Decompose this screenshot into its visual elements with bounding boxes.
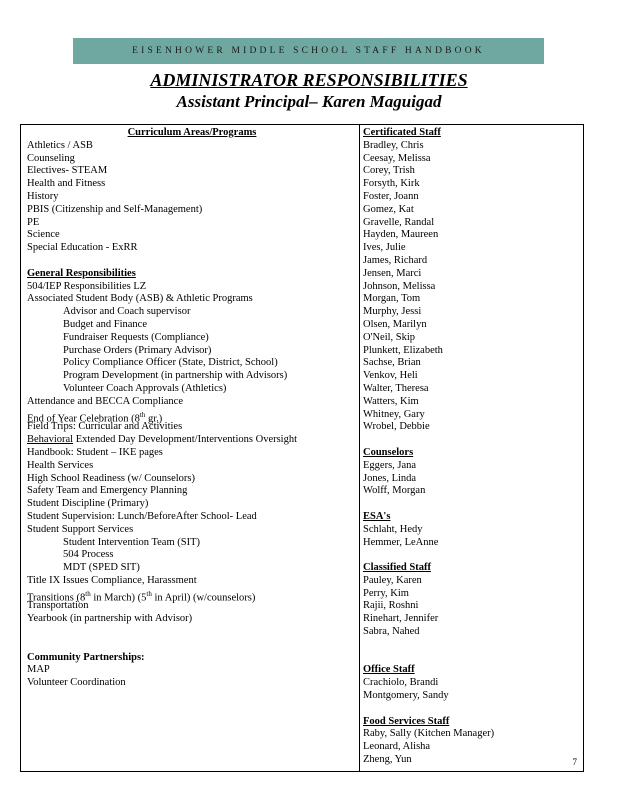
staff-name: Hemmer, LeAnne <box>363 536 439 548</box>
classified-heading: Classified Staff <box>363 562 431 574</box>
curriculum-item: Athletics / ASB <box>27 139 93 151</box>
staff-name: James, Richard <box>363 254 428 266</box>
curriculum-item: Electives- STEAM <box>27 165 108 177</box>
general-item: Yearbook (in partnership with Advisor) <box>27 613 193 625</box>
curriculum-item: Health and Fitness <box>27 178 106 190</box>
staff-name: Ives, Julie <box>363 242 406 254</box>
general-item: Behavioral Extended Day Development/Interventions Oversight <box>27 434 298 446</box>
page-subtitle: Assistant Principal– Karen Maguigad <box>176 92 442 111</box>
staff-name: Crachiolo, Brandi <box>363 677 439 689</box>
staff-name: Gomez, Kat <box>363 203 414 215</box>
staff-name: Johnson, Melissa <box>363 280 436 292</box>
curriculum-item: PBIS (Citizenship and Self-Management) <box>27 203 203 215</box>
page-number: 7 <box>572 757 577 767</box>
food-services-heading: Food Services Staff <box>363 715 450 727</box>
general-subitem: Student Intervention Team (SIT) <box>63 536 200 548</box>
general-item: Attendance and BECCA Compliance <box>27 395 184 407</box>
staff-name: Zheng, Yun <box>363 754 412 766</box>
general-subitem: MDT (SPED SIT) <box>63 562 140 574</box>
staff-name: Whitney, Gary <box>363 408 425 420</box>
general-item: Title IX Issues Compliance, Harassment <box>27 574 197 586</box>
staff-name: Perry, Kim <box>363 587 409 599</box>
general-item: Field Trips: Curricular and Activities <box>27 421 183 433</box>
staff-name: Raby, Sally (Kitchen Manager) <box>363 728 495 740</box>
banner-text: EISENHOWER MIDDLE SCHOOL STAFF HANDBOOK <box>132 46 485 56</box>
staff-name: Murphy, Jessi <box>363 306 422 318</box>
handbook-banner <box>73 38 544 64</box>
staff-name: Hayden, Maureen <box>363 229 439 241</box>
general-item: High School Readiness (w/ Counselors) <box>27 472 195 484</box>
general-item: Student Support Services <box>27 523 134 535</box>
general-subitem: Budget and Finance <box>63 318 147 330</box>
staff-name: O'Neil, Skip <box>363 331 416 343</box>
staff-name: Walter, Theresa <box>363 382 429 394</box>
general-item: End of Year Celebration (8th gr.) <box>27 410 163 425</box>
general-item: 504/IEP Responsibilities LZ <box>27 280 147 292</box>
curriculum-item: Counseling <box>27 152 75 164</box>
general-subitem: Program Development (in partnership with Advisors) <box>63 370 288 382</box>
staff-name: Wrobel, Debbie <box>363 421 430 433</box>
staff-name: Jensen, Marci <box>363 267 422 279</box>
staff-name: Montgomery, Sandy <box>363 690 449 702</box>
staff-name: Olsen, Marilyn <box>363 318 427 330</box>
curriculum-item: PE <box>27 216 40 228</box>
office-heading: Office Staff <box>363 664 415 676</box>
general-subitem: Purchase Orders (Primary Advisor) <box>63 344 212 356</box>
counselors-heading: Counselors <box>363 446 414 458</box>
general-subitem: Fundraiser Requests (Compliance) <box>63 331 209 343</box>
certificated-heading: Certificated Staff <box>363 127 441 138</box>
staff-name: Schlaht, Hedy <box>363 523 423 535</box>
curriculum-item: Science <box>27 229 60 241</box>
staff-name: Bradley, Chris <box>363 139 424 151</box>
staff-name: Ceesay, Melissa <box>363 152 431 164</box>
staff-name: Forsyth, Kirk <box>363 178 420 190</box>
staff-name: Eggers, Jana <box>363 459 417 471</box>
general-item: Associated Student Body (ASB) & Athletic Programs <box>27 293 253 305</box>
staff-name: Rajii, Roshni <box>363 600 419 612</box>
general-item: Health Services <box>27 459 94 471</box>
general-subitem: Volunteer Coach Approvals (Athletics) <box>63 382 227 394</box>
general-item: Transitions (8th in March) (5th in April) (w/counselors) <box>27 589 256 604</box>
staff-name: Jones, Linda <box>363 472 417 484</box>
general-item: Student Discipline (Primary) <box>27 498 149 510</box>
staff-name: Watters, Kim <box>363 395 419 407</box>
curriculum-item: History <box>27 190 59 202</box>
general-subitem: 504 Process <box>63 549 114 561</box>
left-column <box>27 127 357 690</box>
page-title: ADMINISTRATOR RESPONSIBILITIES <box>150 70 468 90</box>
general-item: Transportation <box>27 600 89 612</box>
general-subitem: Advisor and Coach supervisor <box>63 306 191 318</box>
staff-name: Morgan, Tom <box>363 293 421 305</box>
staff-name: Pauley, Karen <box>363 574 422 586</box>
staff-name: Wolff, Morgan <box>363 485 426 497</box>
esa-heading: ESA's <box>363 510 391 522</box>
right-column <box>363 127 581 767</box>
community-item: MAP <box>27 664 50 676</box>
staff-name: Sabra, Nahed <box>363 626 420 638</box>
staff-name: Rinehart, Jennifer <box>363 613 439 625</box>
staff-name: Corey, Trish <box>363 165 415 177</box>
staff-name: Foster, Joann <box>363 190 419 202</box>
staff-name: Plunkett, Elizabeth <box>363 344 443 356</box>
general-item: Handbook: Student – IKE pages <box>27 446 163 458</box>
responsibilities-table <box>20 124 584 772</box>
staff-name: Venkov, Heli <box>363 370 418 382</box>
general-item: Student Supervision: Lunch/BeforeAfter School- Lead <box>27 510 257 522</box>
column-divider <box>359 125 360 771</box>
general-item: Safety Team and Emergency Planning <box>27 485 188 497</box>
staff-name: Leonard, Alisha <box>363 741 431 753</box>
community-item: Volunteer Coordination <box>27 677 126 689</box>
community-heading: Community Partnerships: <box>27 651 145 663</box>
general-subitem: Policy Compliance Officer (State, District, School) <box>63 357 278 369</box>
curriculum-heading: Curriculum Areas/Programs <box>127 127 257 138</box>
general-heading: General Responsibilities <box>27 267 136 279</box>
curriculum-item: Special Education - ExRR <box>27 242 138 254</box>
staff-name: Sachse, Brian <box>363 357 421 369</box>
staff-name: Gravelle, Randal <box>363 216 435 228</box>
